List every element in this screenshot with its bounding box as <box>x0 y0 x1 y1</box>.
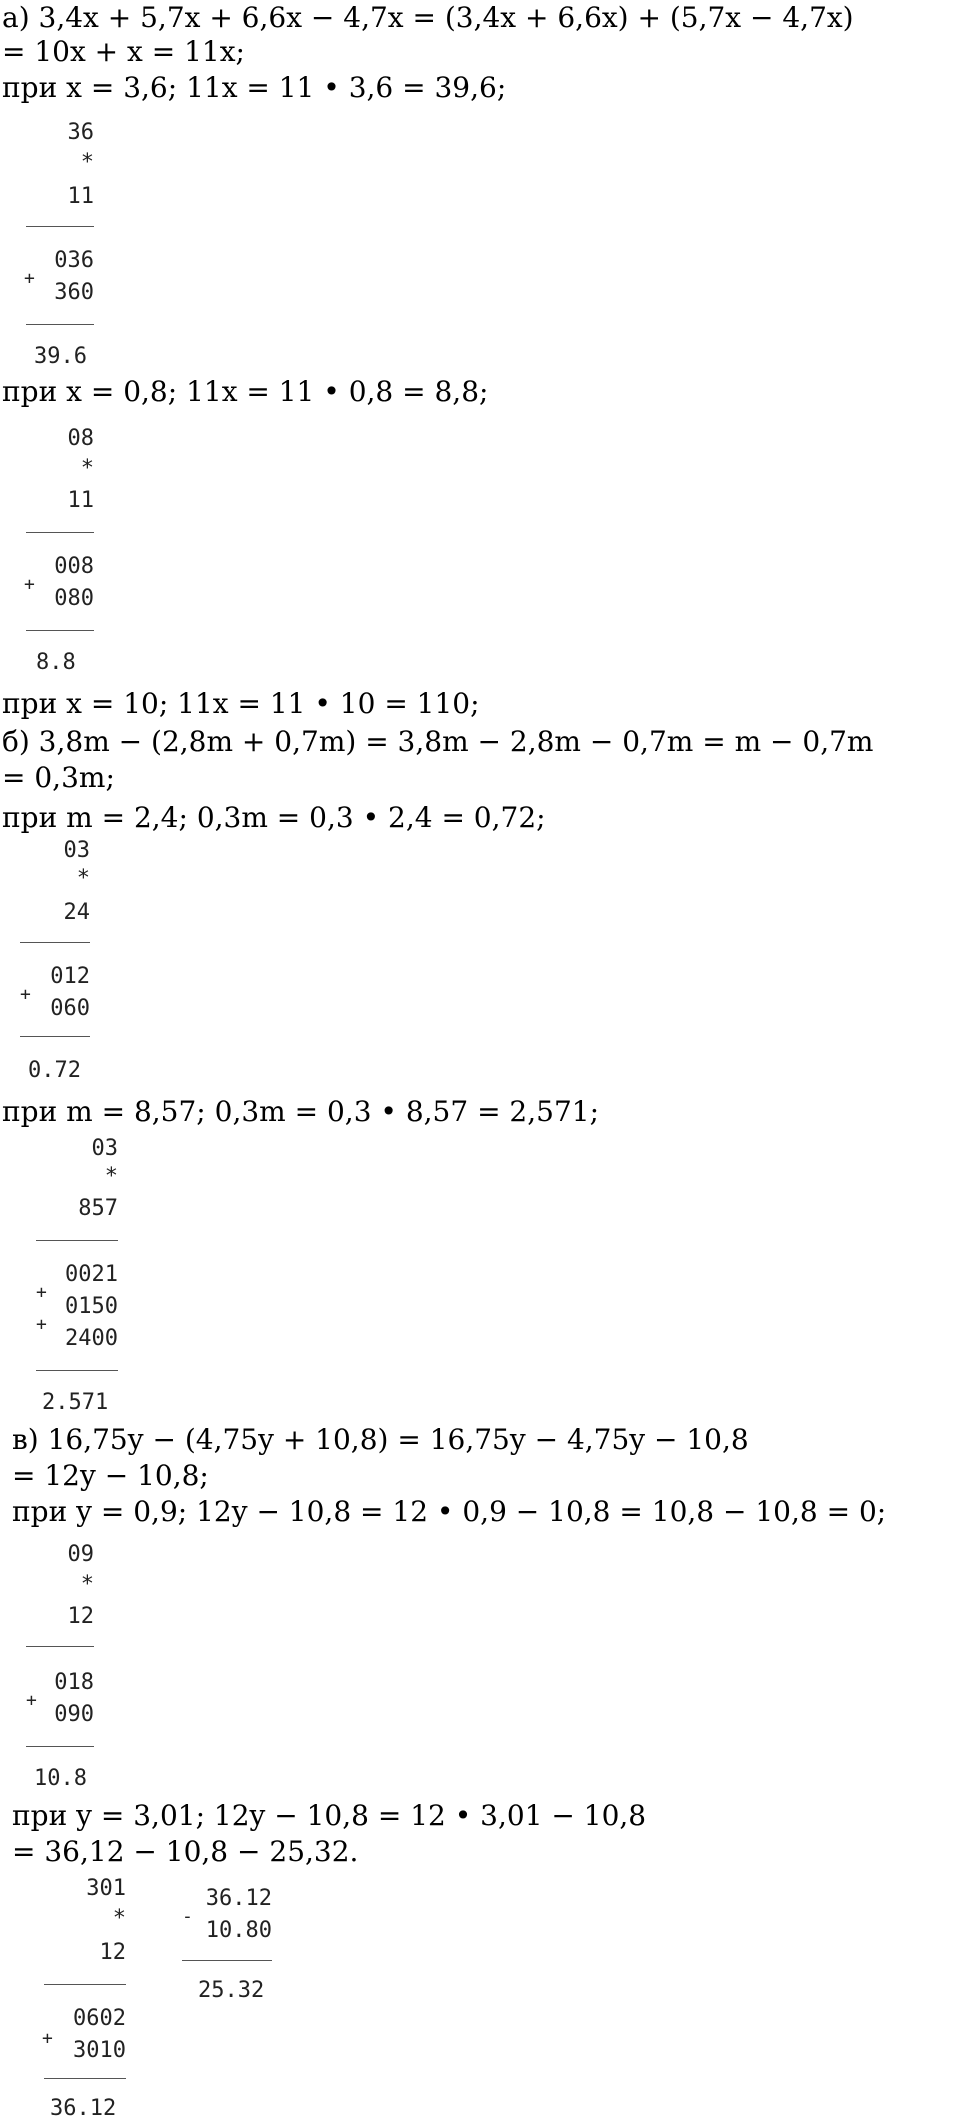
equation-line: в) 16,75y − (4,75y + 10,8) = 16,75y − 4,75y − 10,8 <box>12 1423 749 1456</box>
partial-product: 0602 <box>73 2006 126 2031</box>
rule <box>26 226 94 227</box>
plus-sign: + <box>26 1690 37 1711</box>
product-result: 0.72 <box>28 1058 81 1083</box>
equation-line: при y = 3,01; 12y − 10,8 = 12 • 3,01 − 10,8 <box>12 1799 647 1832</box>
partial-product: 008 <box>54 554 94 579</box>
equation-line: при x = 10; 11x = 11 • 10 = 110; <box>2 687 480 720</box>
equation-line: = 10x + x = 11x; <box>2 35 245 68</box>
partial-product: 3010 <box>73 2038 126 2063</box>
partial-product: 2400 <box>65 1326 118 1351</box>
partial-product: 060 <box>50 996 90 1021</box>
rule <box>182 1960 272 1961</box>
plus-sign: + <box>42 2028 53 2049</box>
rule <box>44 1984 126 1985</box>
equation-line: а) 3,4x + 5,7x + 6,6x − 4,7x = (3,4x + 6,6x) + (5,7x − 4,7x) <box>2 1 854 34</box>
equation-line: = 12y − 10,8; <box>12 1459 209 1492</box>
multiply-sign: * <box>76 866 90 891</box>
multiplier: 11 <box>67 184 94 209</box>
partial-product: 0021 <box>65 1262 118 1287</box>
multiplier: 12 <box>99 1940 126 1965</box>
multiplicand: 301 <box>86 1876 126 1901</box>
equation-line: при y = 0,9; 12y − 10,8 = 12 • 0,9 − 10,8 = 10,8 − 10,8 = 0; <box>12 1495 887 1528</box>
multiplicand: 36 <box>67 120 94 145</box>
multiplier: 11 <box>67 488 94 513</box>
subtrahend: 10.80 <box>205 1918 272 1943</box>
multiplier: 12 <box>67 1604 94 1629</box>
multiply-sign: * <box>112 1906 126 1931</box>
equation-line: при x = 3,6; 11x = 11 • 3,6 = 39,6; <box>2 71 507 104</box>
rule <box>26 532 94 533</box>
rule <box>20 1036 90 1037</box>
rule <box>26 1746 94 1747</box>
equation-line: при m = 2,4; 0,3m = 0,3 • 2,4 = 0,72; <box>2 801 546 834</box>
multiply-sign: * <box>80 1572 94 1597</box>
rule <box>26 1646 94 1647</box>
plus-sign: + <box>36 1314 47 1335</box>
partial-product: 012 <box>50 964 90 989</box>
plus-sign: + <box>20 984 31 1005</box>
multiplicand: 08 <box>67 426 94 451</box>
partial-product: 360 <box>54 280 94 305</box>
partial-product: 0150 <box>65 1294 118 1319</box>
multiplicand: 09 <box>67 1542 94 1567</box>
equation-line: б) 3,8m − (2,8m + 0,7m) = 3,8m − 2,8m − 0,7m = m − 0,7m <box>2 725 874 758</box>
rule <box>36 1370 118 1371</box>
partial-product: 036 <box>54 248 94 273</box>
rule <box>20 942 90 943</box>
minuend: 36.12 <box>205 1886 272 1911</box>
plus-sign: + <box>36 1282 47 1303</box>
multiplier: 24 <box>63 900 90 925</box>
multiply-sign: * <box>104 1164 118 1189</box>
rule <box>26 630 94 631</box>
equation-line: при m = 8,57; 0,3m = 0,3 • 8,57 = 2,571; <box>2 1095 600 1128</box>
plus-sign: + <box>24 574 35 595</box>
product-result: 39.6 <box>34 344 87 369</box>
product-result: 2.571 <box>42 1390 109 1415</box>
equation-line: при x = 0,8; 11x = 11 • 0,8 = 8,8; <box>2 375 489 408</box>
difference-result: 25.32 <box>198 1978 265 2003</box>
minus-sign: - <box>182 1906 193 1927</box>
multiply-sign: * <box>80 150 94 175</box>
multiplier: 857 <box>78 1196 118 1221</box>
multiply-sign: * <box>80 456 94 481</box>
partial-product: 090 <box>54 1702 94 1727</box>
product-result: 36.12 <box>50 2096 117 2121</box>
product-result: 10.8 <box>34 1766 87 1791</box>
equation-line: = 36,12 − 10,8 − 25,32. <box>12 1835 359 1868</box>
plus-sign: + <box>24 268 35 289</box>
rule <box>36 1240 118 1241</box>
partial-product: 018 <box>54 1670 94 1695</box>
multiplicand: 03 <box>91 1136 118 1161</box>
equation-line: = 0,3m; <box>2 761 115 794</box>
rule <box>44 2078 126 2079</box>
rule <box>26 324 94 325</box>
partial-product: 080 <box>54 586 94 611</box>
product-result: 8.8 <box>36 650 76 675</box>
multiplicand: 03 <box>63 838 90 863</box>
